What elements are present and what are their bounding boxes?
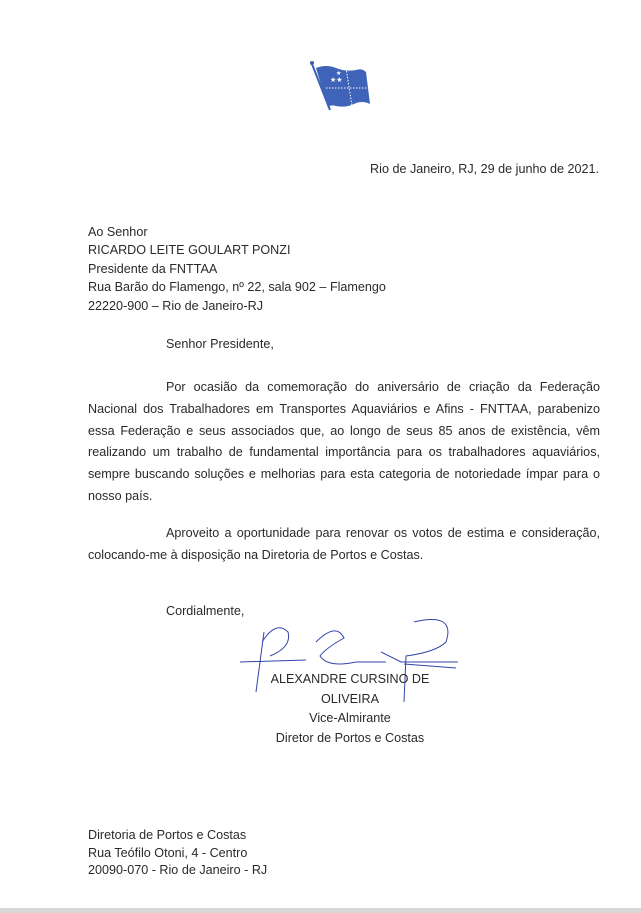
signer-block — [250, 670, 450, 748]
closing: Cordialmente, — [166, 604, 245, 618]
flag-emblem-icon — [306, 58, 372, 114]
recipient-block — [88, 223, 386, 315]
signer-name: ALEXANDRE CURSINO DE OLIVEIRA — [270, 672, 430, 706]
footer-line: 20090-070 - Rio de Janeiro - RJ — [88, 863, 268, 878]
page-bottom-edge — [0, 908, 641, 913]
svg-text:★: ★ — [336, 71, 342, 77]
body-paragraph: Por ocasião da comemoração do aniversário de criação da Federação Nacional dos Trabalhadores em Transportes Aquaviários e Afins - FNTTAA, parabenizo essa Federação e seus associados que, ao longo de seus 85 anos de existência, vêm realizando um trabalho de fundamental importância para os trabalhadores aquaviários, sempre buscando soluções e melhorias para esta categoria de notoriedade ímpar para o nosso país. — [88, 380, 600, 503]
salutation: Senhor Presidente, — [166, 337, 274, 351]
svg-text:★★: ★★ — [330, 77, 343, 84]
recipient-line: Ao Senhor — [88, 225, 148, 239]
recipient-address: Rua Barão do Flamengo, nº 22, sala 902 – Flamengo — [88, 280, 386, 295]
date-line: Rio de Janeiro, RJ, 29 de junho de 2021. — [370, 162, 599, 176]
signer-title: Diretor de Portos e Costas — [275, 730, 425, 745]
footer-address — [88, 827, 267, 880]
signer-rank: Vice-Almirante — [309, 711, 391, 725]
recipient-zip: 22220-900 – Rio de Janeiro-RJ — [88, 298, 264, 313]
footer-line: Rua Teófilo Otoni, 4 - Centro — [88, 845, 248, 860]
body-paragraph: Aproveito a oportunidade para renovar os votos de estima e consideração, colocando-me à disposição na Diretoria de Portos e Costas. — [88, 526, 600, 562]
footer-line: Diretoria de Portos e Costas — [88, 828, 247, 842]
recipient-title: Presidente da FNTTAA — [88, 261, 218, 276]
recipient-name: RICARDO LEITE GOULART PONZI — [88, 243, 291, 258]
